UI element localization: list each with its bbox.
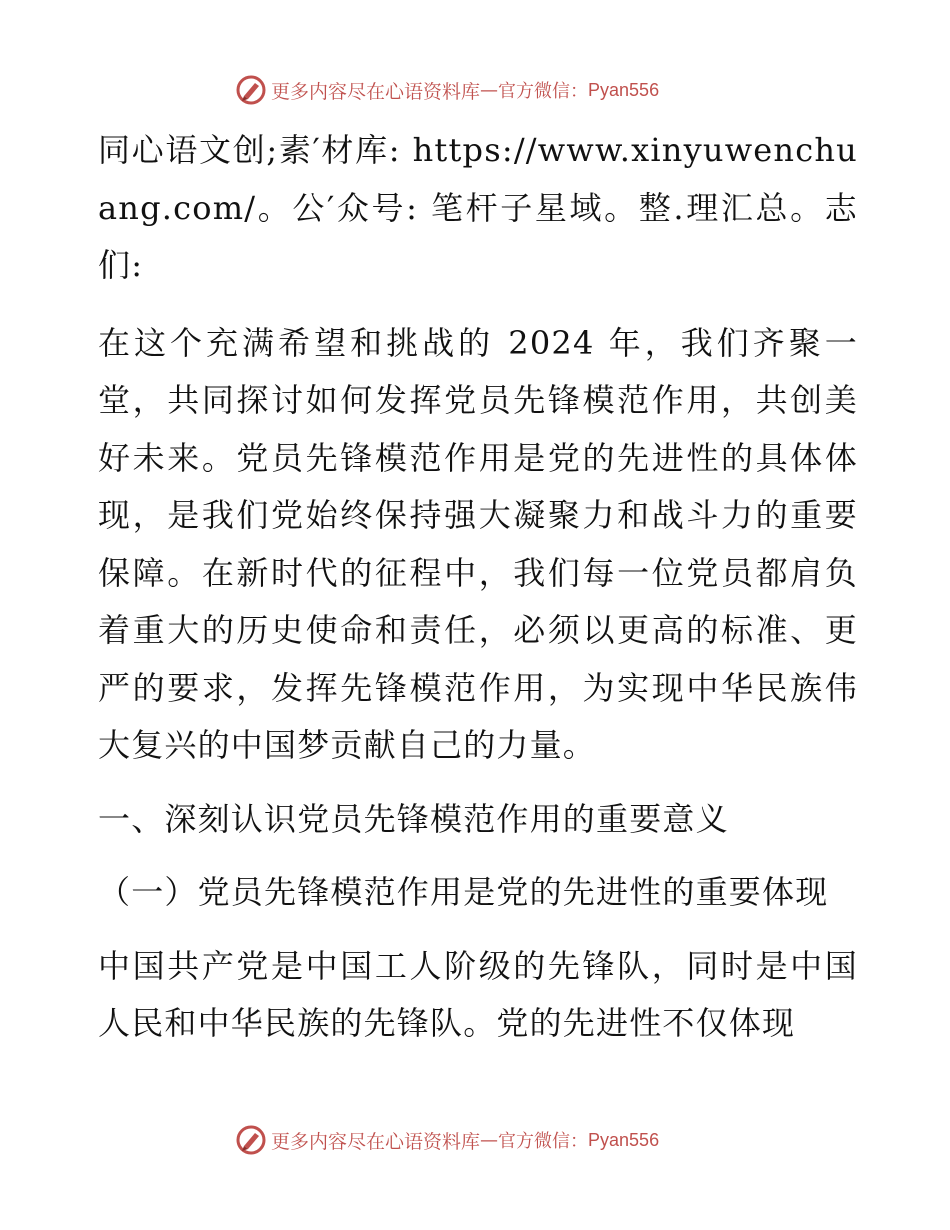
footer-watermark [235,1123,755,1157]
watermark-brand: 更多内容尽在心语资料库 [271,80,481,103]
subsection-heading-1: （一）党员先锋模范作用是党的先进性的重要体现 [98,873,829,911]
watermark-official: 官方微信： [498,1131,589,1152]
header-watermark [235,73,755,107]
intro-paragraph: 同心语文创;素′材库: https://www.xinyuwenchuang.com/。公′众号: 笔杆子星域。整.理汇总。志们: [98,131,858,284]
watermark-separator: — [480,79,499,101]
watermark-wechat-id: Pyan556 [588,79,660,100]
watermark-separator: — [480,1129,499,1151]
pen-logo-icon [235,74,267,106]
watermark-wechat-id: Pyan556 [588,1129,660,1150]
body-paragraph-1: 在这个充满希望和挑战的 2024 年，我们齐聚一堂，共同探讨如何发挥党员先锋模范作用，共创美好未来。党员先锋模范作用是党的先进性的具体体现，是我们党始终保持强大凝聚力和战斗力的重要保障。在新时代的征程中，我们每一位党员都肩负着重大的历史使命和责任，必须以更高的标准、更严的要求，发挥先锋模范作用，为实现中华民族伟大复兴的中国梦贡献自己的力量。 [98,323,858,764]
document-body [98,122,858,1069]
pen-logo-icon [235,1124,267,1156]
section-heading-1: 一、深刻认识党员先锋模范作用的重要意义 [98,799,729,838]
watermark-brand: 更多内容尽在心语资料库 [271,1130,481,1153]
watermark-official: 官方微信： [498,81,589,102]
body-paragraph-2: 中国共产党是中国工人阶级的先锋队，同时是中国人民和中华民族的先锋队。党的先进性不仅体现 [98,946,858,1042]
